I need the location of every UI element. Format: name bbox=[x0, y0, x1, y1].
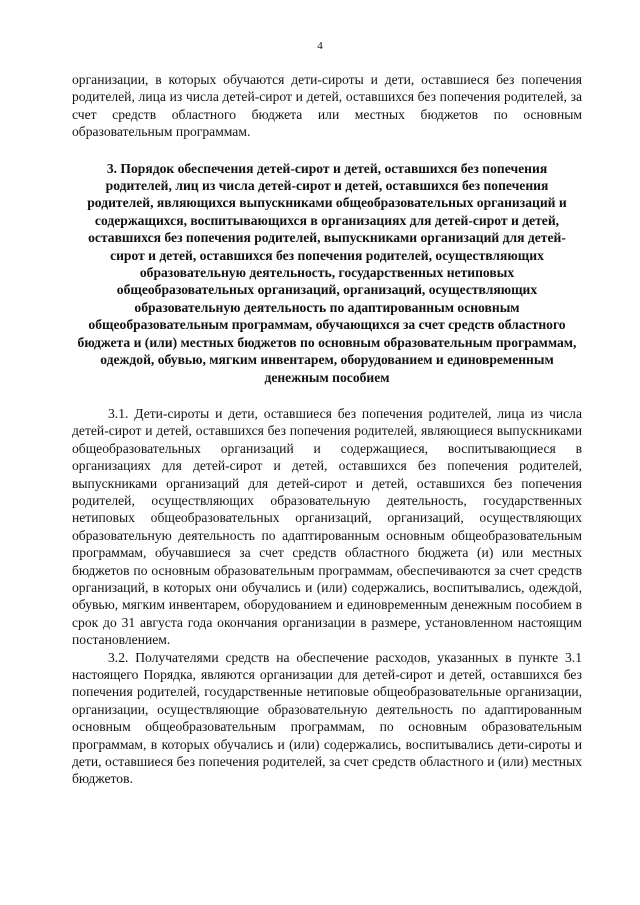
paragraph-3-1: 3.1. Дети-сироты и дети, оставшиеся без попечения родителей, лица из числа детей-сирот и детей, оставшихся без попечения родителей, являющиеся выпускниками общеобразовательных организаций и содержащиеся, воспитывающиеся в организациях для детей-сирот и детей, оставшихся без попечения родителей, выпускниками организаций для детей-сирот и детей, оставшихся без попечения родителей, осуществляющих образовательную деятельность, государственных нетиповых общеобразовательных организаций, организаций, осуществляющих образовательную деятельность по адаптированным основным общеобразовательным программам, обучавшиеся за счет средств областного бюджета (и) или местных бюджетов по основным образовательным программам, обеспечиваются за счет средств организаций, в которых они обучались и (или) содержались, воспитывались, одеждой, обувью, мягким инвентарем, оборудованием и единовременным денежным пособием в срок до 31 августа года окончания организации в размере, установленном настоящим постановлением. bbox=[72, 405, 582, 648]
section-heading: 3. Порядок обеспечения детей-сирот и детей, оставшихся без попечения родителей, лиц из числа детей-сирот и детей, оставшихся без попечения родителей, являющихся выпускниками общеобразовательных организаций и содержащихся, воспитывающихся в организациях для детей-сирот и детей, оставшихся без попечения родителей, выпускниками организаций для детей-сирот и детей, оставшихся без попечения родителей, осуществляющих образовательную деятельность, государственных нетиповых общеобразовательных организаций, организаций, осуществляющих образовательную деятельность по адаптированным основным общеобразовательным программам, обучающихся за счет средств областного бюджета и (или) местных бюджетов по основным образовательным программам, одеждой, обувью, мягким инвентарем, оборудованием и единовременным денежным пособием bbox=[77, 160, 577, 385]
paragraph-3-2: 3.2. Получателями средств на обеспечение расходов, указанных в пункте 3.1 настоящего Порядка, являются организации для детей-сирот и детей, оставшихся без попечения родителей, государственные нетиповые общеобразовательные организации, организации, осуществляющие образовательную деятельность по адаптированным основным общеобразовательным программам, по основным образовательным программам, в которых обучались и (или) содержались, воспитывались дети-сироты и дети, оставшиеся без попечения родителей, за счет средств областного и (или) местных бюджетов. bbox=[72, 649, 582, 787]
document-body bbox=[72, 71, 582, 788]
page-number: 4 bbox=[317, 40, 323, 52]
intro-paragraph: организации, в которых обучаются дети-сироты и дети, оставшиеся без попечения родителей, лица из числа детей-сирот и детей, оставшихся без попечения родителей, за счет средств областного бюджета или местных бюджетов по основным образовательным программам. bbox=[72, 72, 582, 140]
